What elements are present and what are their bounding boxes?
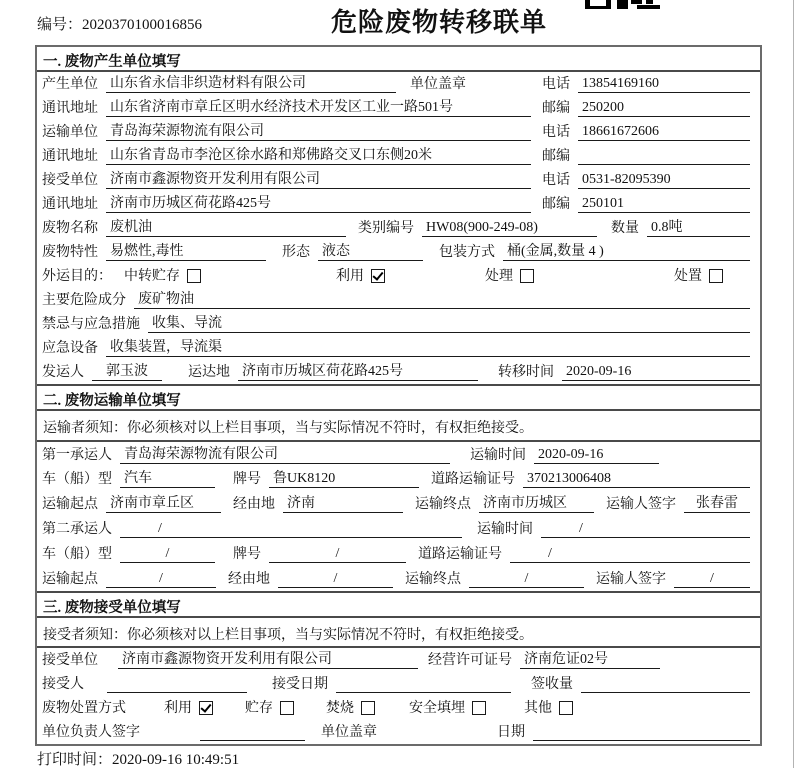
waste-name-label: 废物名称 [42,221,98,236]
row-consignor [37,360,760,384]
checkbox-icon [371,269,385,283]
waste-name-value: 废机油 [106,216,346,237]
phone-label: 电话 [542,173,570,188]
checkbox-label: 利用 [164,701,192,717]
first-carrier-value: 青岛海荣源物流有限公司 [120,443,450,464]
producer-unit-value: 山东省永信非织造材料有限公司 [106,72,396,93]
consignor-value: 郭玉波 [92,360,162,381]
transport-unit-value: 青岛海荣源物流有限公司 [106,120,531,141]
vehicle-type-value: 汽车 [120,467,215,488]
zip-label: 邮编 [542,149,570,164]
category-code-label: 类别编号 [358,221,414,236]
origin-value: 济南市章丘区 [106,492,221,513]
purpose-option-treat [485,265,534,285]
qr-code-icon [585,0,660,9]
row-receiver-person [37,672,760,696]
via-label: 经由地 [228,571,270,587]
emergency-equipment-label: 应急设备 [42,340,98,356]
carrier-sign-label: 运输人签字 [596,571,666,587]
section1-title: 一. 废物产生单位填写 [37,47,760,72]
row-producer-unit [37,72,760,96]
unit-seal-label: 单位盖章 [321,725,377,740]
section3-title: 三. 废物接受单位填写 [37,591,760,618]
checkbox-label: 处置 [674,268,702,284]
receive-unit-value: 济南市鑫源物资开发利用有限公司 [106,168,531,189]
row-receive-unit [37,168,760,192]
receive-zip-value: 250101 [578,196,750,213]
plate-number-label: 牌号 [233,546,261,562]
packing-method-label: 包装方式 [439,245,495,260]
plate-number-value: 鲁UK8120 [269,467,419,488]
waste-property-value: 易燃性,毒性 [106,240,266,261]
receiver-person-label: 接受人 [42,677,84,693]
row-main-hazard [37,288,760,312]
disposal-option-incinerate [326,697,375,717]
row-disposal-method [37,696,760,720]
terminal-label: 运输终点 [415,497,471,513]
transport-time-value: / [541,521,750,538]
row-first-carrier [37,442,760,467]
disposal-option-landfill [409,697,486,717]
print-time [37,748,239,768]
row-producer-address [37,96,760,120]
consignor-label: 发运人 [42,364,84,380]
plate-number-label: 牌号 [233,472,261,488]
receiver-notice: 接受者须知：你必须核对以上栏目事项，当与实际情况不符时，有权拒绝接受。 [37,618,760,649]
transport-time-label: 运输时间 [470,447,526,463]
via-value: / [278,571,393,588]
receive-date-label: 接受日期 [272,677,328,693]
road-permit-value: 370213006408 [523,471,750,488]
transport-time-value: 2020-09-16 [534,447,659,464]
row-transport-address [37,144,760,168]
transport-address-value: 山东省青岛市李沧区徐水路和郑佛路交叉口东侧20米 [106,144,531,165]
terminal-value: 济南市历城区 [479,492,594,513]
main-hazard-value: 废矿物油 [134,288,750,309]
plate-number-value: / [269,546,406,563]
purpose-option-dispose [674,265,723,285]
receive-address-value: 济南市历城区荷花路425号 [106,192,531,213]
transport-address-label: 通讯地址 [42,149,98,164]
checkbox-icon [280,701,294,715]
transport-unit-label: 运输单位 [42,125,98,140]
checkbox-icon [199,701,213,715]
row-taboo-measures [37,312,760,336]
taboo-measures-label: 禁忌与应急措施 [42,316,140,332]
emergency-equipment-value: 收集装置，导流渠 [106,336,750,357]
carrier-sign-value: 张春雷 [684,492,750,513]
checkbox-label: 其他 [524,701,552,717]
responsible-sign-label: 单位负责人签字 [42,725,140,740]
row-route-1 [37,491,760,516]
form-state-value: 液态 [318,240,423,261]
quantity-value: 0.8吨 [647,216,750,237]
first-carrier-label: 第一承运人 [42,447,112,463]
responsible-sign-value [200,724,305,741]
carrier-sign-value: / [674,571,750,588]
section2-title: 二. 废物运输单位填写 [37,384,760,411]
terminal-label: 运输终点 [405,571,461,587]
transport-phone-value: 18661672606 [578,124,750,141]
zip-label: 邮编 [542,197,570,212]
row-receive-address [37,192,760,216]
via-value: 济南 [283,492,403,513]
print-time-value: 2020-09-16 10:49:51 [112,752,240,768]
serial-value: 2020370100016856 [82,17,203,33]
manifest-form [35,45,762,746]
quantity-label: 数量 [611,221,639,236]
page-edge-line [793,0,794,768]
receiver-person-value [107,676,247,693]
producer-zip-value: 250200 [578,100,750,117]
row-emergency-equipment [37,336,760,360]
row-receive-unit-2 [37,648,760,672]
transfer-date-label: 转移时间 [498,364,554,380]
origin-value: / [106,571,216,588]
checkbox-icon [361,701,375,715]
transporter-notice: 运输者须知：你必须核对以上栏目事项，当与实际情况不符时，有权拒绝接受。 [37,411,760,442]
phone-label: 电话 [542,77,570,92]
received-quantity-label: 签收量 [531,677,573,693]
origin-label: 运输起点 [42,497,98,513]
origin-label: 运输起点 [42,571,98,587]
producer-address-label: 通讯地址 [42,101,98,116]
checkbox-icon [472,701,486,715]
date-value [533,724,750,741]
receive-address-label: 通讯地址 [42,197,98,212]
row-vehicle-1 [37,467,760,492]
transport-time-label: 运输时间 [477,521,533,537]
destination-value: 济南市历城区荷花路425号 [238,360,478,381]
checkbox-label: 处理 [485,268,513,284]
producer-phone-value: 13854169160 [578,76,750,93]
terminal-value: / [469,571,584,588]
packing-method-value: 桶(金属,数量 4 ) [503,240,750,261]
vehicle-type-label: 车（船）型 [42,472,112,488]
destination-label: 运达地 [188,364,230,380]
road-permit-value: / [510,546,750,563]
license-number-label: 经营许可证号 [428,653,512,669]
second-carrier-value: / [120,521,462,538]
license-number-value: 济南危证02号 [520,648,660,669]
receive-date-value [336,676,511,693]
row-waste-property [37,240,760,264]
disposal-option-utilize [164,697,213,717]
disposal-option-other [524,697,573,717]
purpose-option-storage [124,265,201,285]
taboo-measures-value: 收集、导流 [148,312,750,333]
checkbox-icon [709,269,723,283]
phone-label: 电话 [542,125,570,140]
row-second-carrier [37,516,760,541]
producer-unit-label: 产生单位 [42,77,98,92]
vehicle-type-value: / [120,546,215,563]
checkbox-icon [559,701,573,715]
serial-number [37,13,202,34]
disposal-method-label: 废物处置方式 [42,701,126,717]
form-state-label: 形态 [282,245,310,260]
date-label: 日期 [497,725,525,740]
page-title: 危险废物转移联单 [331,8,548,37]
row-vehicle-2 [37,541,760,566]
transport-zip-value [578,148,750,165]
checkbox-label: 贮存 [245,701,273,717]
receive-unit-label: 接受单位 [42,173,98,188]
checkbox-label: 利用 [336,268,364,284]
checkbox-label: 安全填埋 [409,701,465,717]
row-waste-name [37,216,760,240]
disposal-option-storage [245,697,294,717]
receive-unit-value: 济南市鑫源物资开发利用有限公司 [118,648,418,669]
row-transfer-purpose [37,264,760,288]
unit-seal-label: 单位盖章 [410,77,466,92]
receive-unit-label: 接受单位 [42,653,98,669]
checkbox-label: 中转贮存 [124,268,180,284]
waste-property-label: 废物特性 [42,245,98,260]
receive-phone-value: 0531-82095390 [578,172,750,189]
transfer-date-value: 2020-09-16 [562,364,750,381]
print-time-label: 打印时间： [37,752,113,768]
via-label: 经由地 [233,497,275,513]
road-permit-label: 道路运输证号 [431,472,515,488]
serial-label: 编号： [37,17,83,33]
checkbox-icon [187,269,201,283]
checkbox-label: 焚烧 [326,701,354,717]
vehicle-type-label: 车（船）型 [42,546,112,562]
main-hazard-label: 主要危险成分 [42,292,126,308]
row-responsible-sign [37,720,760,744]
second-carrier-label: 第二承运人 [42,521,112,537]
row-route-2 [37,566,760,591]
carrier-sign-label: 运输人签字 [606,497,676,513]
producer-address-value: 山东省济南市章丘区明水经济技术开发区工业一路501号 [106,96,531,117]
purpose-option-utilize [336,265,385,285]
checkbox-icon [520,269,534,283]
row-transport-unit [37,120,760,144]
zip-label: 邮编 [542,101,570,116]
transfer-purpose-label: 外运目的： [42,268,112,284]
category-code-value: HW08(900-249-08) [422,220,597,237]
road-permit-label: 道路运输证号 [418,546,502,562]
received-quantity-value [581,676,750,693]
